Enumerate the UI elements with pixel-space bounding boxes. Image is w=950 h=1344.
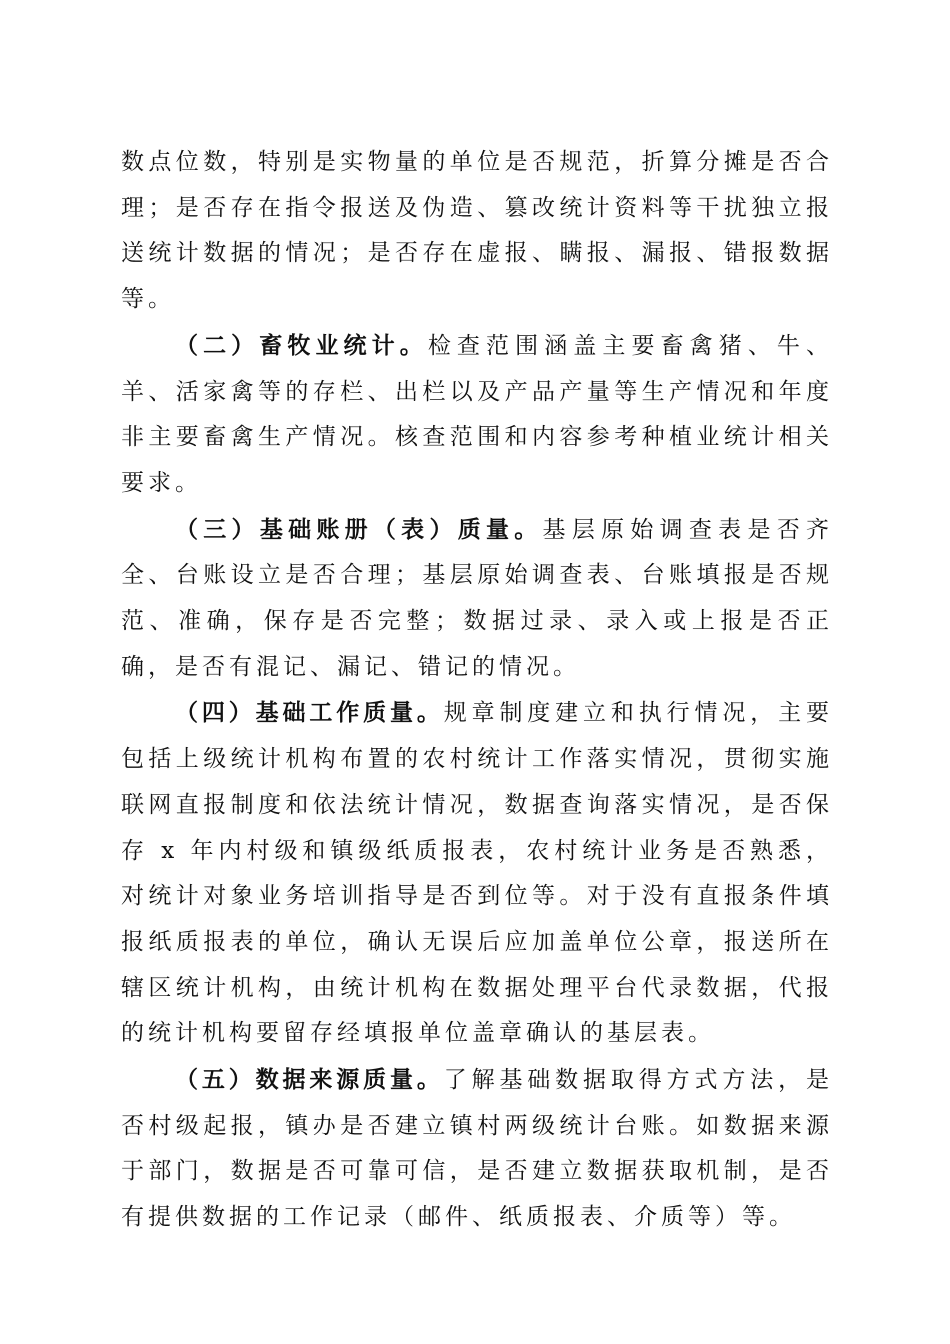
paragraph-continuation <box>121 140 833 323</box>
paragraph-body: 基层原始调查表是否齐全、台账设立是否合理；基层原始调查表、台账填报是否规范、准确，保存是否完整；数据过录、录入或上报是否正确，是否有混记、漏记、错记的情况。 <box>121 516 834 680</box>
paragraph-body: 了解基础数据取得方式方法，是否村级起报，镇办是否建立镇村两级统计台账。如数据来源于部门，数据是否可靠可信，是否建立数据获取机制，是否有提供数据的工作记录（邮件、纸质报表、介质等）等。 <box>121 1067 834 1231</box>
section-heading: （四）基础工作质量。 <box>175 699 444 727</box>
document-body <box>121 140 833 1241</box>
paragraph-body: 数点位数，特别是实物量的单位是否规范，折算分摊是否合理；是否存在指令报送及伪造、篡改统计资料等干扰独立报送统计数据的情况；是否存在虚报、瞒报、漏报、错报数据等。 <box>121 149 833 313</box>
section-heading: （二）畜牧业统计。 <box>175 331 428 359</box>
paragraph-body: 检查范围涵盖主要畜禽猪、牛、羊、活家禽等的存栏、出栏以及产品产量等生产情况和年度非主要畜禽生产情况。核查范围和内容参考种植业统计相关要求。 <box>121 332 834 496</box>
section-heading: （五）数据来源质量。 <box>175 1066 444 1094</box>
paragraph-body: 规章制度建立和执行情况，主要包括上级统计机构布置的农村统计工作落实情况，贯彻实施联网直报制度和依法统计情况，数据查询落实情况，是否保存 x 年内村级和镇级纸质报表，农村统计业务是否熟悉，对统计对象业务培训指导是否到位等。对于没有直报条件填报纸质报表的单位，确认无误后应加盖单位公章，报送所在辖区统计机构，由统计机构在数据处理平台代录数据，代报的统计机构要留存经填报单位盖章确认的基层表。 <box>121 700 834 1047</box>
paragraph-livestock-statistics <box>121 323 833 507</box>
paragraph-basic-ledger-quality <box>121 507 833 691</box>
section-heading: （三）基础账册（表）质量。 <box>175 515 543 543</box>
paragraph-data-source-quality <box>121 1057 833 1241</box>
paragraph-basic-work-quality <box>121 690 833 1057</box>
